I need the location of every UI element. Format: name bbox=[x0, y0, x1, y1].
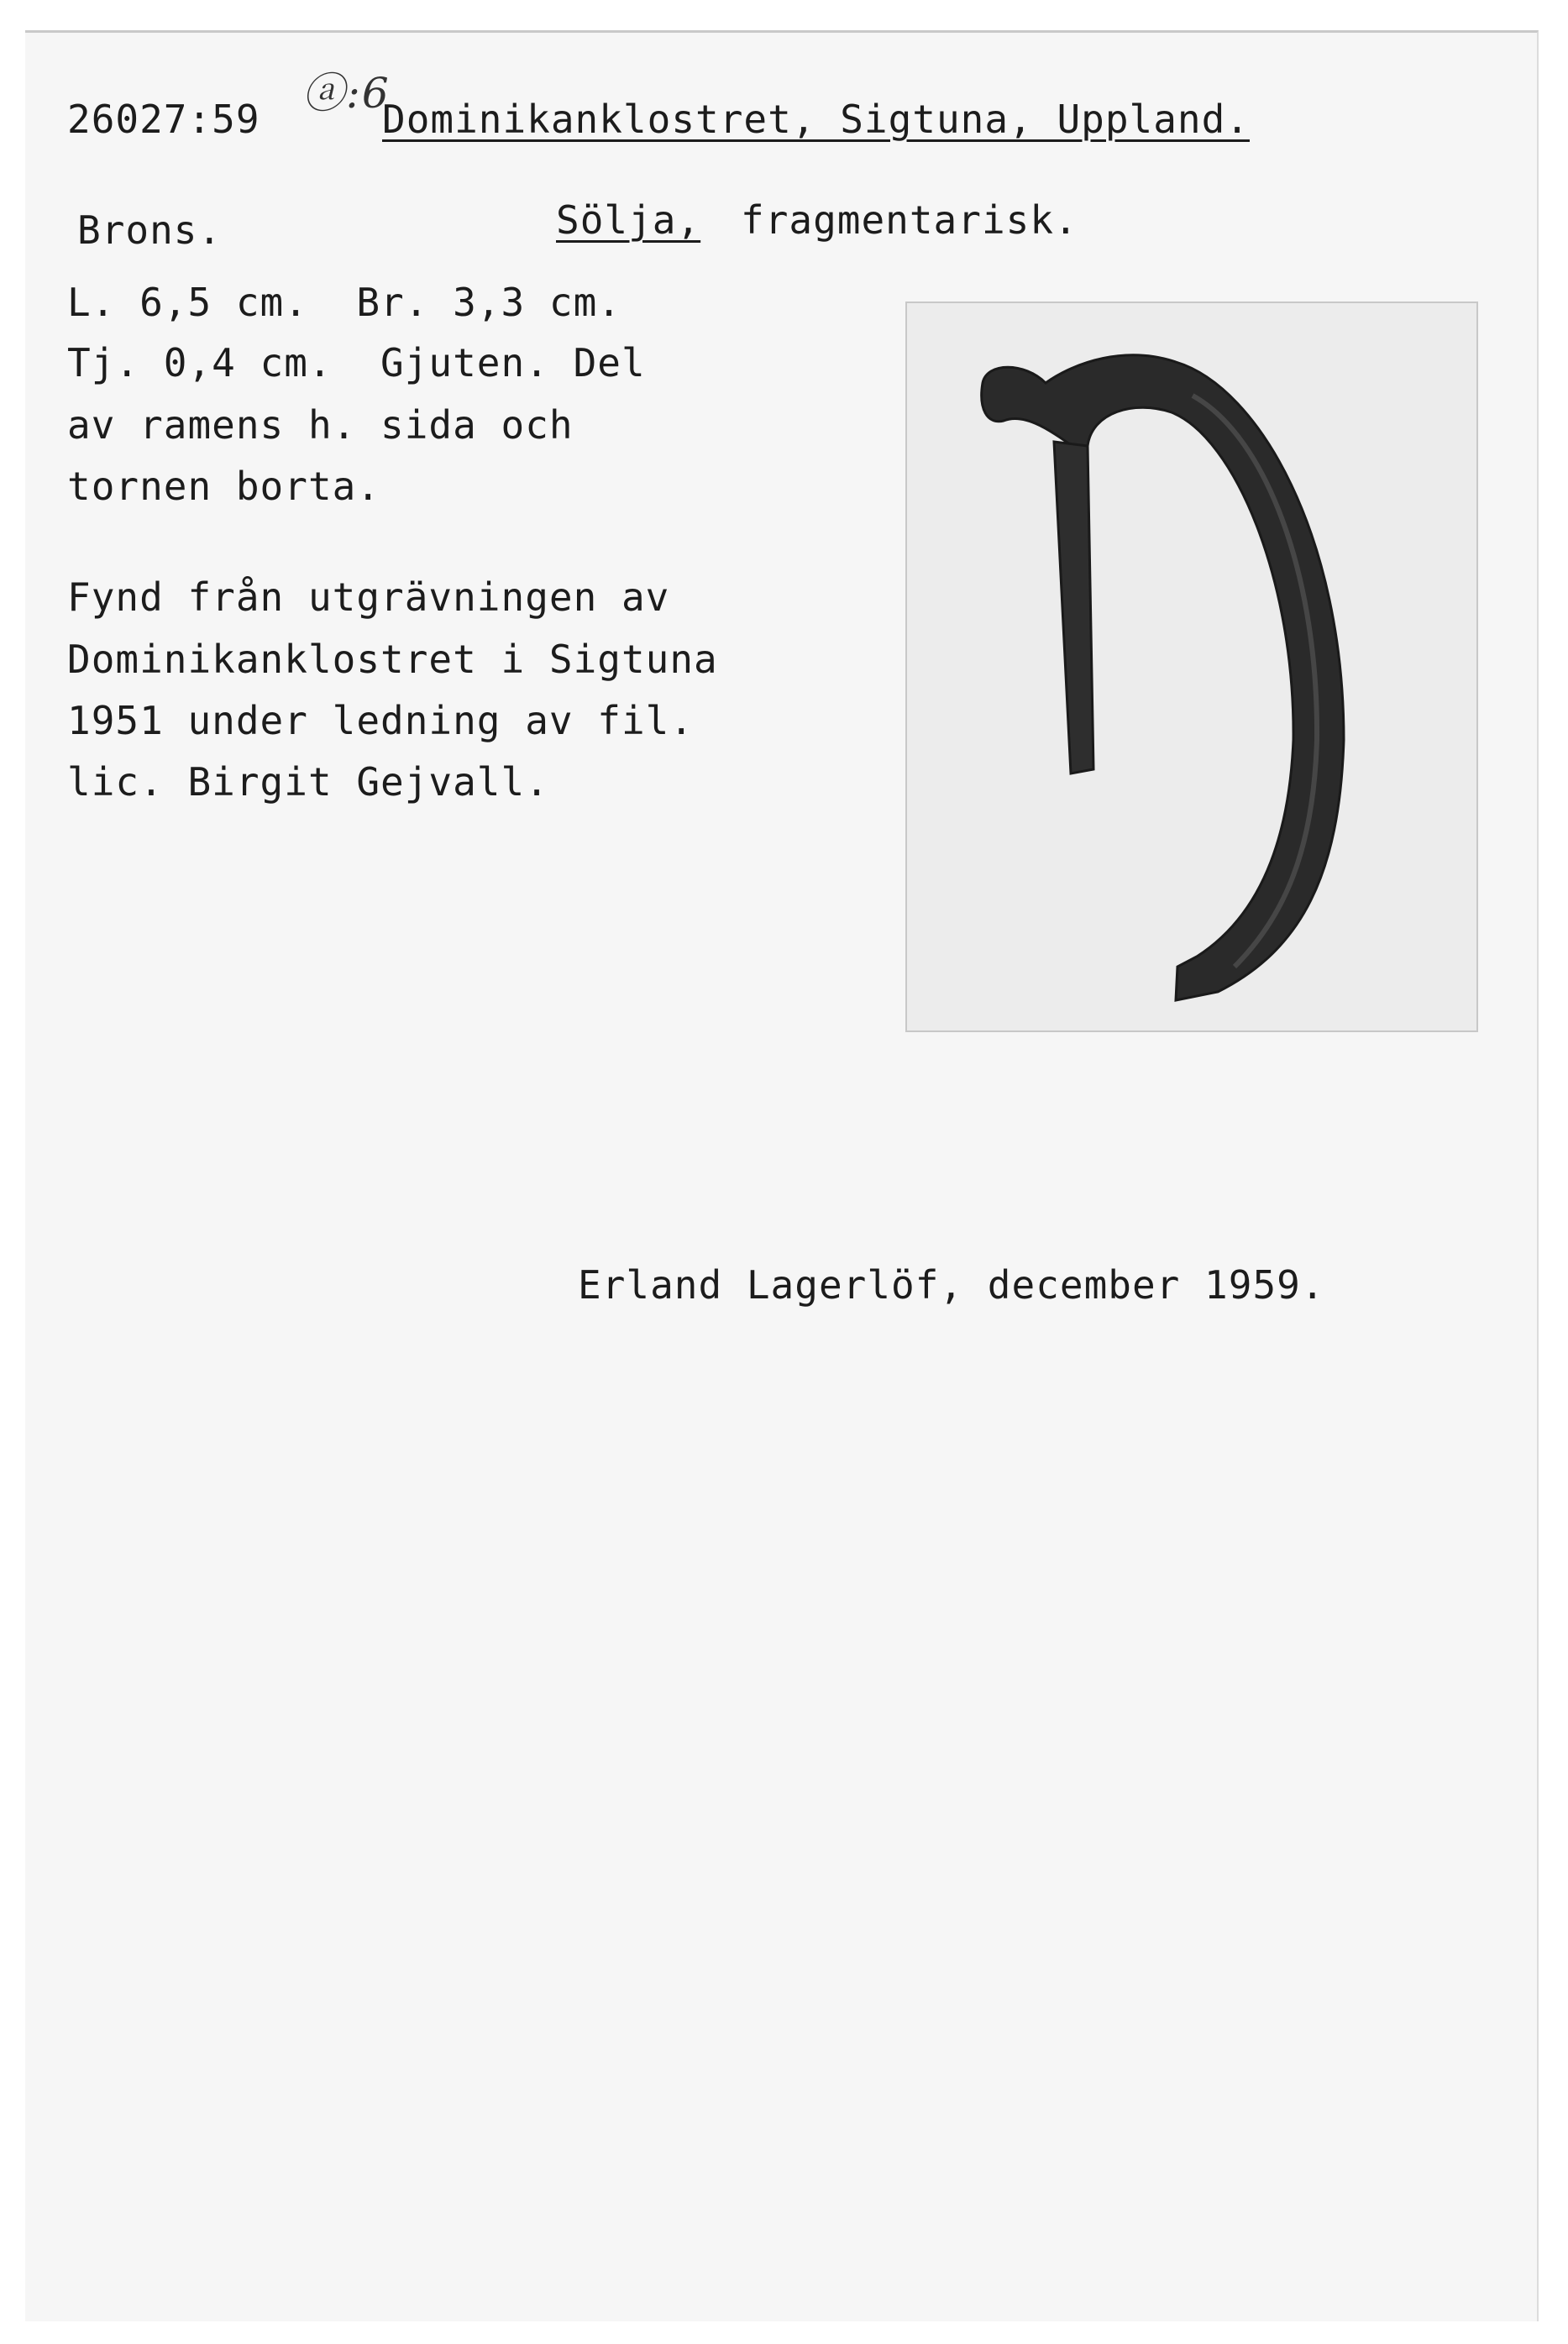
object-name: Sölja, bbox=[556, 197, 701, 243]
catalog-card bbox=[25, 30, 1539, 2321]
buckle-pin bbox=[1054, 442, 1093, 773]
handwritten-mark: ⓐ:6 bbox=[302, 69, 391, 118]
measurement-line: Tj. 0,4 cm. Gjuten. Del bbox=[67, 340, 646, 385]
buckle-frame bbox=[982, 355, 1344, 1000]
signature-line: Erland Lagerlöf, december 1959. bbox=[578, 1262, 1325, 1308]
find-line: lic. Birgit Gejvall. bbox=[67, 759, 549, 805]
buckle-fragment-image bbox=[907, 303, 1480, 1034]
material: Brons. bbox=[77, 207, 223, 253]
measurement-line: av ramens h. sida och bbox=[67, 402, 574, 448]
find-line: Fynd från utgrävningen av bbox=[67, 574, 670, 620]
find-line: 1951 under ledning av fil. bbox=[67, 698, 695, 743]
object-description: fragmentarisk. bbox=[741, 197, 1078, 243]
measurement-line: L. 6,5 cm. Br. 3,3 cm. bbox=[67, 280, 621, 325]
find-line: Dominikanklostret i Sigtuna bbox=[67, 637, 718, 682]
measurement-line: tornen borta. bbox=[67, 464, 381, 509]
catalog-number: 26027:59 bbox=[67, 97, 260, 142]
object-photograph bbox=[905, 302, 1478, 1032]
find-location: Dominikanklostret, Sigtuna, Uppland. bbox=[382, 97, 1250, 142]
